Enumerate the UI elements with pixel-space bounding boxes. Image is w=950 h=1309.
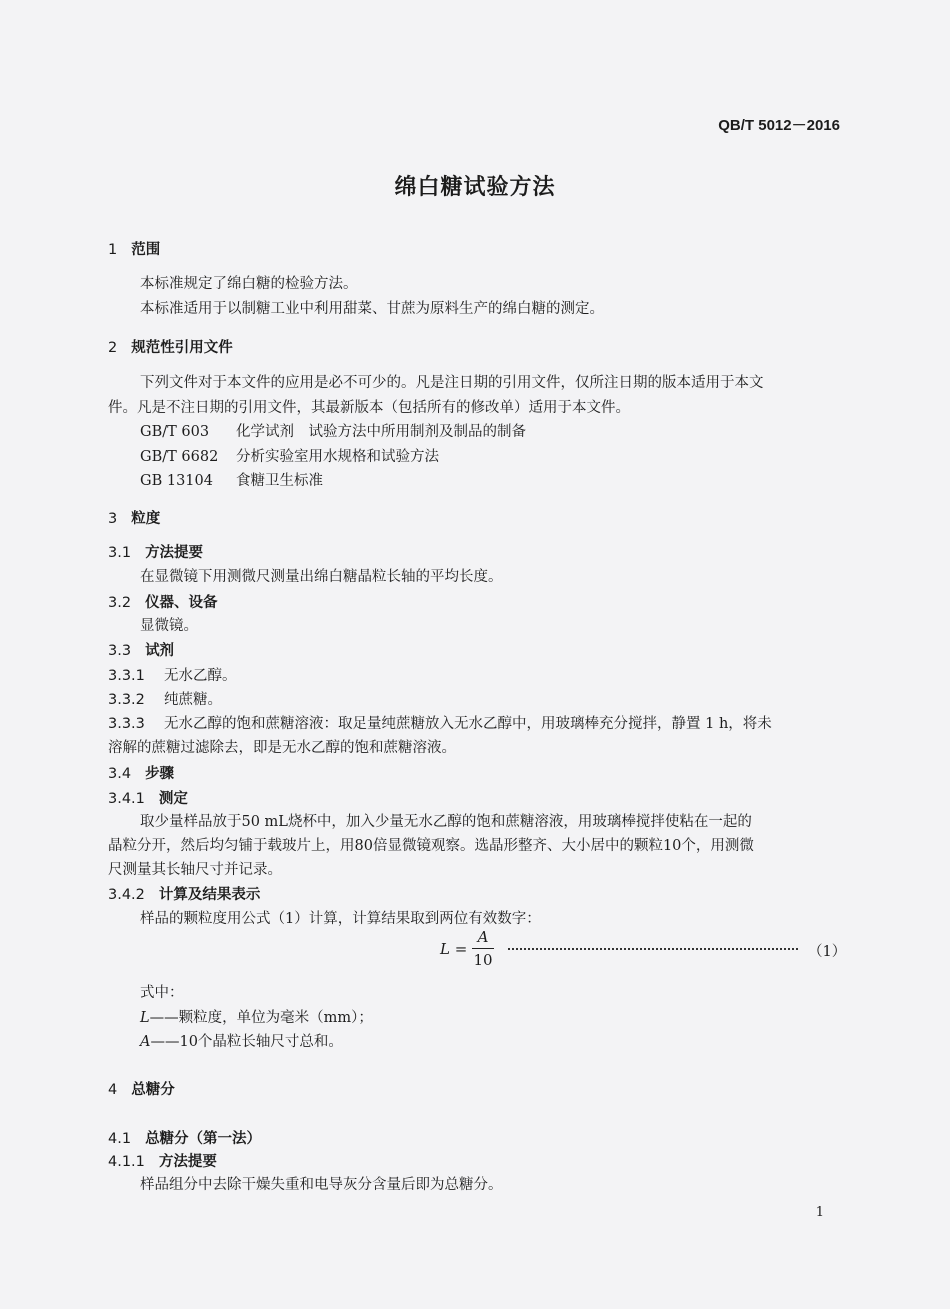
section-3-1-heading: 3.1 方法提要	[108, 545, 204, 561]
reference-item: GB/T 603 化学试剂 试验方法中所用制剂及制品的制备	[140, 424, 526, 440]
section-2-heading: 2 规范性引用文件	[108, 340, 233, 356]
section-3-2-heading: 3.2 仪器、设备	[108, 595, 218, 611]
formula-fraction	[472, 928, 494, 969]
section-3-heading: 3 粒度	[108, 511, 161, 527]
reference-item: GB/T 6682 分析实验室用水规格和试验方法	[140, 449, 439, 465]
section-4-1-1-heading: 4.1.1 方法提要	[108, 1154, 217, 1170]
section-2-intro-line-1: 下列文件对于本文件的应用是必不可少的。凡是注日期的引用文件，仅所注日期的版本适用于本文	[140, 375, 764, 391]
section-3-4-1-line-2: 晶粒分开，然后均匀铺于载玻片上，用80倍显微镜观察。选晶形整齐、大小居中的颗粒10个，用测微	[108, 838, 754, 854]
equation-number: （1）	[808, 944, 847, 960]
section-2-intro-line-2: 件。凡是不注日期的引用文件，其最新版本（包括所有的修改单）适用于本文件。	[108, 400, 630, 416]
dot-leader	[508, 942, 798, 950]
variable-definition: A——10个晶粒长轴尺寸总和。	[140, 1034, 343, 1050]
formula-denominator: 10	[473, 951, 493, 969]
section-3-3-3-cont: 溶解的蔗糖过滤除去，即是无水乙醇的饱和蔗糖溶液。	[108, 740, 456, 756]
section-3-4-1-heading: 3.4.1 测定	[108, 791, 188, 807]
section-3-4-heading: 3.4 步骤	[108, 766, 175, 782]
page-number: 1	[815, 1205, 824, 1220]
where-label: 式中：	[140, 985, 184, 1001]
section-3-2-text: 显微镜。	[140, 618, 198, 634]
fraction-bar	[472, 948, 494, 949]
variable-definition: L——颗粒度，单位为毫米（mm）；	[140, 1010, 373, 1026]
section-3-4-1-line-1: 取少量样品放于50 mL烧杯中，加入少量无水乙醇的饱和蔗糖溶液，用玻璃棒搅拌使粘在一起的	[140, 814, 752, 830]
section-3-1-text: 在显微镜下用测微尺测量出绵白糖晶粒长轴的平均长度。	[140, 569, 503, 585]
standard-number: QB/T 5012－2016	[718, 117, 840, 134]
section-3-3-1: 3.3.1 无水乙醇。	[108, 668, 237, 684]
section-3-4-2-heading: 3.4.2 计算及结果表示	[108, 887, 261, 903]
section-3-4-1-line-3: 尺测量其长轴尺寸并记录。	[108, 862, 282, 878]
section-3-3-heading: 3.3 试剂	[108, 643, 175, 659]
formula-lhs: L =	[440, 940, 468, 958]
section-1-heading: 1 范围	[108, 242, 161, 258]
formula-numerator: A	[477, 928, 489, 946]
reference-item: GB 13104 食糖卫生标准	[140, 473, 323, 489]
section-1-para-2: 本标准适用于以制糖工业中利用甜菜、甘蔗为原料生产的绵白糖的测定。	[140, 301, 604, 317]
section-3-3-2: 3.3.2 纯蔗糖。	[108, 692, 222, 708]
section-1-para-1: 本标准规定了绵白糖的检验方法。	[140, 276, 358, 292]
section-3-4-2-text: 样品的颗粒度用公式（1）计算，计算结果取到两位有效数字：	[140, 911, 541, 927]
page-title: 绵白糖试验方法	[394, 175, 556, 200]
section-3-3-3: 3.3.3 无水乙醇的饱和蔗糖溶液：取足量纯蔗糖放入无水乙醇中，用玻璃棒充分搅拌，静置 1 h，将未	[108, 716, 772, 732]
section-4-1-1-text: 样品组分中去除干燥失重和电导灰分含量后即为总糖分。	[140, 1177, 503, 1193]
section-4-heading: 4 总糖分	[108, 1082, 175, 1098]
section-4-1-heading: 4.1 总糖分（第一法）	[108, 1131, 262, 1147]
